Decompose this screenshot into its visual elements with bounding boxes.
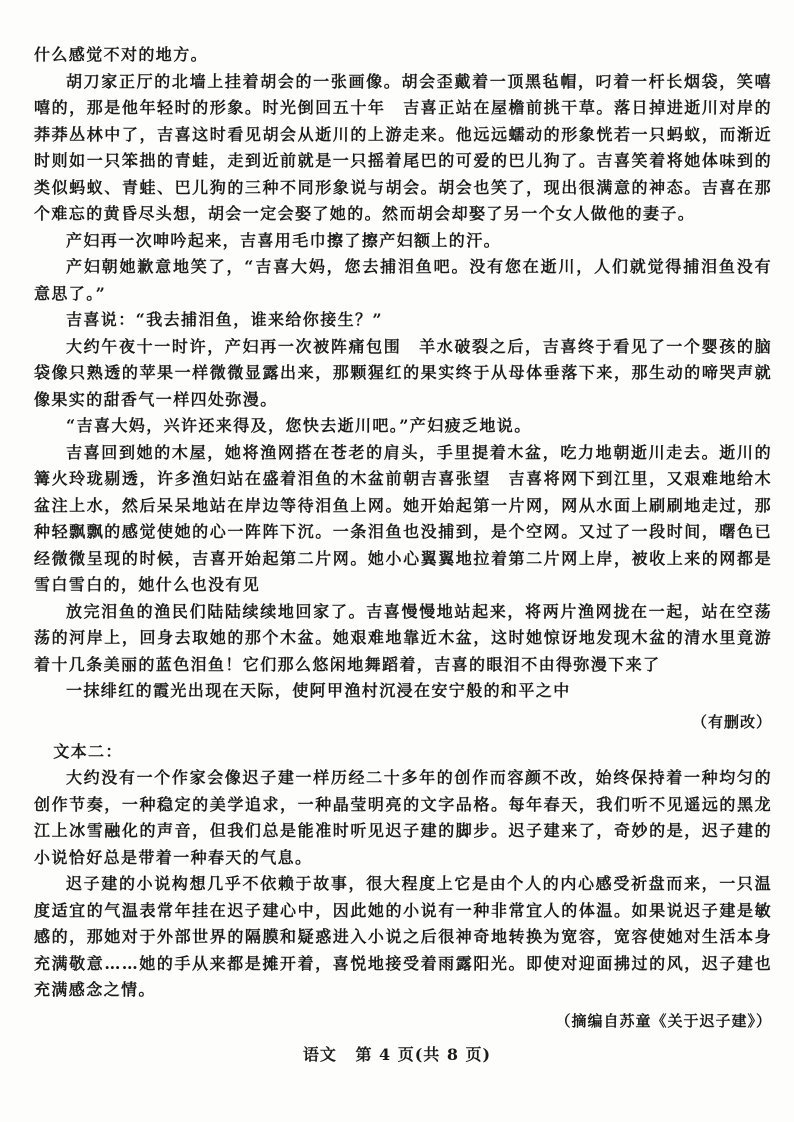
paragraph: 大约没有一个作家会像迟子建一样历经二十多年的创作而容颜不改，始终保持着一种均匀的创作节奏，一种稳定的美学追求，一种晶莹明亮的文字品格。每年春天，我们听不见遥远的黑龙江上冰雪融化的声音，但我们总是能准时听见迟子建的脚步。迟子建来了，奇妙的是，迟子建的小说恰好总是带着一种春天的气息。	[34, 768, 772, 867]
paragraph: 放完泪鱼的渔民们陆陆续续地回家了。吉喜慢慢地站起来，将两片渔网拢在一起，站在空荡荡的河岸上，回身去取她的那个木盆。她艰难地靠近木盆，这时她惊讶地发现木盆的清水里竟游着十几条美丽的蓝色泪鱼！它们那么悠闲地舞蹈着，吉喜的眼泪不由得弥漫下来了	[34, 601, 772, 674]
text-two-body	[34, 765, 772, 1004]
footer-subject: 语文	[302, 1045, 337, 1064]
paragraph: 吉喜说：“我去捕泪鱼，谁来给你接生？”	[66, 310, 384, 329]
text-one-body	[34, 42, 772, 705]
source-note-text-two: （摘编自苏童《关于迟子建》）	[555, 1011, 772, 1030]
footer-page-number: 第 4 页(共 8 页)	[355, 1045, 492, 1064]
paragraph: 产妇再一次呻吟起来，吉喜用毛巾擦了擦产妇额上的汗。	[66, 230, 502, 250]
paragraph: “吉喜大妈，兴许还来得及，您快去逝川吧。”产妇疲乏地说。	[66, 416, 532, 435]
paragraph: 迟子建的小说构想几乎不依赖于故事，很大程度上它是由个人的内心感受祈盘而来，一只温度适宜的气温表常年挂在迟子建心中，因此她的小说有一种非常宜人的体温。如果说迟子建是敏感的，那她对于外部世界的隔膜和疑惑进入小说之后很神奇地转换为宽容，宽容使她对生活本身充满敬意……她的手从来都是摊开着，喜悦地接受着雨露阳光。即使对迎面拂过的风，迟子建也充满感念之情。	[34, 874, 772, 999]
section-heading-text-two: 文本二：	[53, 741, 123, 761]
page-footer	[0, 1042, 794, 1065]
paragraph: 产妇朝她歉意地笑了，“吉喜大妈，您去捕泪鱼吧。没有您在逝川，人们就觉得捕泪鱼没有意思了。”	[34, 257, 772, 303]
paragraph: 大约午夜十一时许，产妇再一次被阵痛包围 羊水破裂之后，吉喜终于看见了一个婴孩的脑袋像只熟透的苹果一样微微显露出来，那颗猩红的果实终于从母体垂落下来，那生动的啼哭声就像果实的甜香气一样四处弥漫。	[34, 336, 772, 409]
paragraph: 胡刀家正厅的北墙上挂着胡会的一张画像。胡会歪戴着一顶黑毡帽，叼着一杆长烟袋，笑嘻嘻的，那是他年轻时的形象。时光倒回五十年 吉喜正站在屋檐前挑干草。落日掉进逝川对岸的莽莽丛林中了，吉喜这时看见胡会从逝川的上游走来。他远远蠕动的形象恍若一只蚂蚁，而渐近时则如一只笨拙的青蛙，走到近前就是一只摇着尾巴的可爱的巴儿狗了。吉喜笑着将她体味到的类似蚂蚁、青蛙、巴儿狗的三种不同形象说与胡会。胡会也笑了，现出很满意的神态。吉喜在那个难忘的黄昏尽头想，胡会一定会娶了她的。然而胡会却娶了另一个女人做他的妻子。	[34, 71, 772, 223]
paragraph: 一抹绯红的霞光出现在天际，使阿甲渔村沉浸在安宁般的和平之中	[66, 681, 571, 700]
paragraph: 吉喜回到她的木屋，她将渔网搭在苍老的肩头，手里提着木盆，吃力地朝逝川走去。逝川的篝火玲珑剔透，许多渔妇站在盛着泪鱼的木盆前朝吉喜张望 吉喜将网下到江里，又艰难地给木盆注上水，然后呆呆地站在岸边等待泪鱼上网。她开始起第一片网，网从水面上刷刷地走过，那种轻飘飘的感觉使她的心一阵阵下沉。一条泪鱼也没捕到，是个空网。又过了一段时间，曙色已经微微呈现的时候，吉喜开始起第二片网。她小心翼翼地拉着第二片网上岸，被收上来的网都是雪白雪白的，她什么也没有见	[34, 442, 772, 594]
source-note-text-one: （有删改）	[691, 712, 772, 731]
paragraph: 什么感觉不对的地方。	[34, 45, 209, 64]
